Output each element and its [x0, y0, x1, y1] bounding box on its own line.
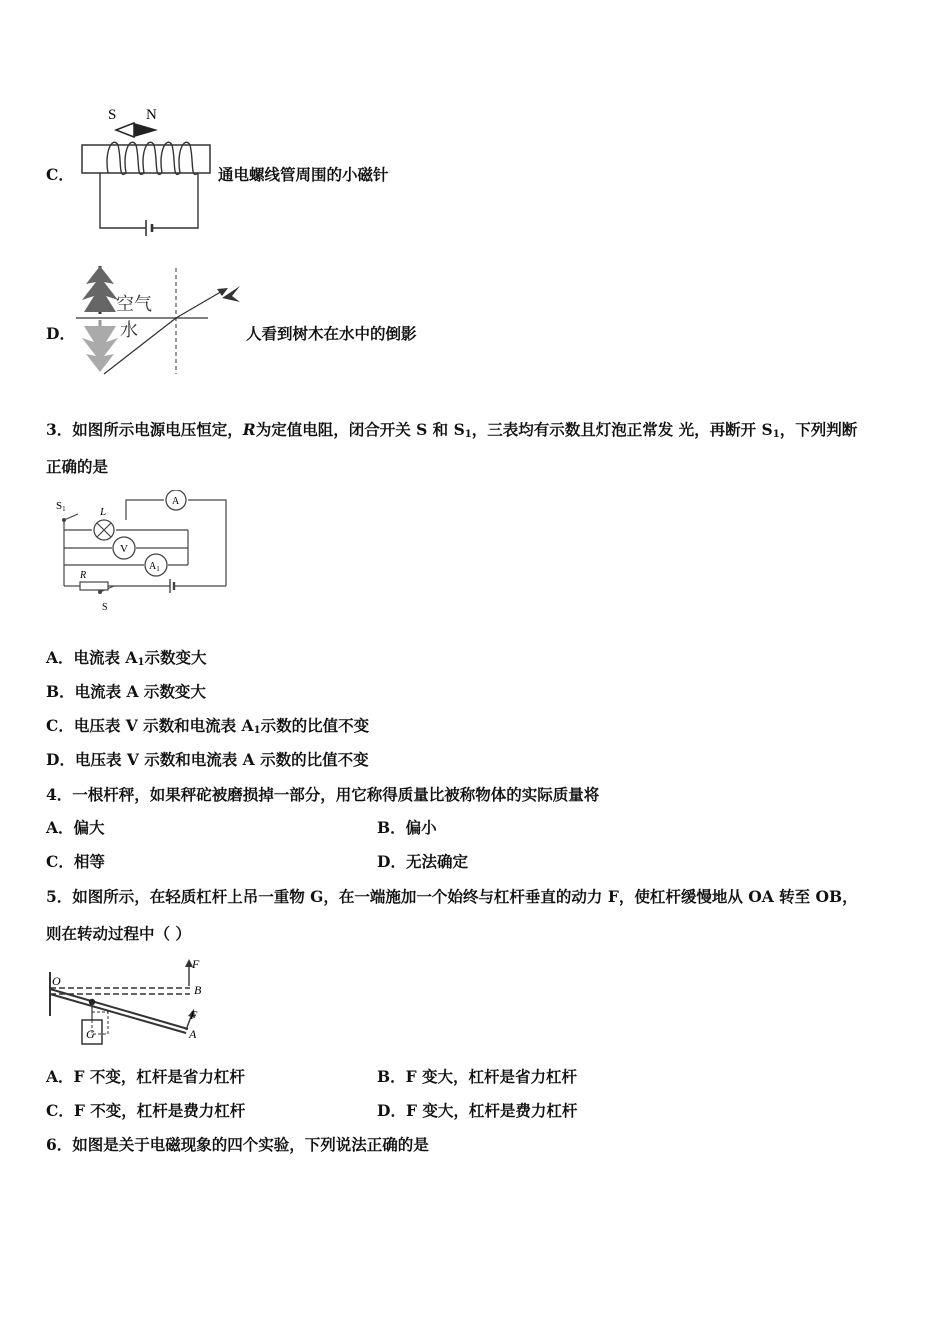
q3-stem-a: 3．如图所示电源电压恒定，: [46, 420, 243, 439]
q2-option-d-label: D．: [46, 324, 75, 343]
voltmeter-label: V: [120, 543, 128, 555]
resistor-label: R: [80, 570, 87, 581]
switch-s-pivot: [98, 590, 102, 594]
tree-icon: [82, 266, 118, 312]
q2-option-c-label: C．: [46, 165, 74, 184]
lever-oa-bottom: [50, 994, 186, 1033]
q3-stem-r: R: [242, 420, 256, 439]
top-wire-left: [126, 500, 164, 520]
circuit-wire-right: [152, 173, 198, 228]
circuit-wire-left: [100, 173, 146, 228]
solenoid-coil: [107, 142, 198, 174]
force-f-top-label: F: [192, 957, 200, 971]
q3-option-d: [46, 750, 369, 770]
compass-needle-s-half: [116, 123, 134, 137]
circuit-figure: [52, 490, 237, 615]
q5-option-c: C．F 不变，杠杆是费力杠杆: [46, 1101, 246, 1120]
switch-s-label: S: [102, 602, 108, 613]
q4-option-c: C．相等: [46, 852, 105, 871]
q3-option-b: [46, 682, 206, 702]
reflection-figure: [76, 262, 246, 377]
lever-oa-top: [50, 989, 188, 1029]
q3-stem-sub1: 1: [464, 429, 472, 440]
q3-option-a: [46, 648, 206, 673]
q3-stem-sub2: 1: [772, 429, 780, 440]
q4-option-d: D．无法确定: [377, 852, 468, 871]
q3-stem-c: ，三表均有示数且灯泡正常发 光，再断开 S: [471, 420, 773, 439]
q3-option-c: [46, 716, 369, 741]
q5-option-d: D．F 变大，杠杆是费力杠杆: [377, 1101, 578, 1120]
air-label: 空气: [116, 294, 152, 314]
needle-n-label: N: [146, 107, 157, 123]
lever-figure: [44, 956, 214, 1051]
ammeter-a-label: A: [172, 496, 180, 507]
q6-stem: 6．如图是关于电磁现象的四个实验，下列说法正确的是: [46, 1135, 429, 1154]
q4-option-b: B．偏小: [377, 818, 437, 837]
water-label: 水: [120, 320, 138, 340]
q5-option-b: B．F 变大，杠杆是省力杠杆: [377, 1067, 578, 1086]
q3-option-a-sub: 1: [137, 657, 145, 668]
q3-option-a-label: A．: [46, 648, 74, 667]
q3-stem-d: ，下列判断: [779, 420, 858, 439]
q3-stem-line1: [46, 420, 857, 445]
q3-stem-line2: 正确的是: [46, 457, 109, 476]
pivot-o-label: O: [52, 974, 61, 988]
q3-option-d-text: 电压表 V 示数和电流表 A 示数的比值不变: [74, 750, 369, 769]
q4-option-a: A．偏大: [46, 818, 105, 837]
q3-option-c-post: 示数的比值不变: [260, 716, 370, 735]
ray-arrow-icon: [217, 288, 228, 296]
force-f-low-label: F: [190, 1008, 198, 1022]
q5-stem-line2: 则在转动过程中（ ）: [46, 924, 191, 943]
lamp-label: L: [100, 506, 107, 518]
q2-option-d-text: 人看到树木在水中的倒影: [246, 324, 417, 343]
tree-reflection-icon: [82, 326, 118, 372]
top-wire-right: [188, 500, 226, 586]
needle-s-label: S: [108, 107, 117, 123]
switch-s1-blade: [64, 514, 78, 520]
q3-option-c-label: C．: [46, 716, 74, 735]
q3-option-b-label: B．: [46, 682, 75, 701]
q3-stem-b: 为定值电阻，闭合开关 S 和 S: [255, 420, 465, 439]
q3-option-c-sub: 1: [253, 725, 261, 736]
q3-option-a-pre: 电流表 A: [73, 648, 138, 667]
point-a-label: A: [189, 1027, 197, 1041]
resistor-icon: [80, 582, 108, 590]
light-ray-to-eye: [176, 290, 224, 318]
q5-option-a: A．F 不变，杠杆是省力杠杆: [46, 1067, 245, 1086]
q3-option-c-pre: 电压表 V 示数和电流表 A: [73, 716, 254, 735]
point-b-label: B: [194, 983, 202, 997]
solenoid-figure: [80, 100, 220, 240]
q4-stem: 4．一根杆秤，如果秤砣被磨损掉一部分，用它称得质量比被称物体的实际质量将: [46, 785, 600, 804]
weight-g-label: G: [86, 1027, 95, 1041]
compass-needle-n-half: [134, 123, 158, 137]
q2-option-c-text: 通电螺线管周围的小磁针: [218, 165, 389, 184]
q3-option-d-label: D．: [46, 750, 75, 769]
ammeter-a1-label: $A_1$: [149, 561, 160, 573]
q3-option-b-text: 电流表 A 示数变大: [74, 682, 206, 701]
q5-stem-line1: 5．如图所示，在轻质杠杆上吊一重物 G，在一端施加一个始终与杠杆垂直的动力 F，使杠杆缓慢地从 OA 转至 OB，: [46, 887, 858, 906]
switch-s1-label: S1: [56, 500, 66, 513]
q3-option-a-post: 示数变大: [144, 648, 207, 667]
switch-s1-pivot: [62, 518, 66, 522]
